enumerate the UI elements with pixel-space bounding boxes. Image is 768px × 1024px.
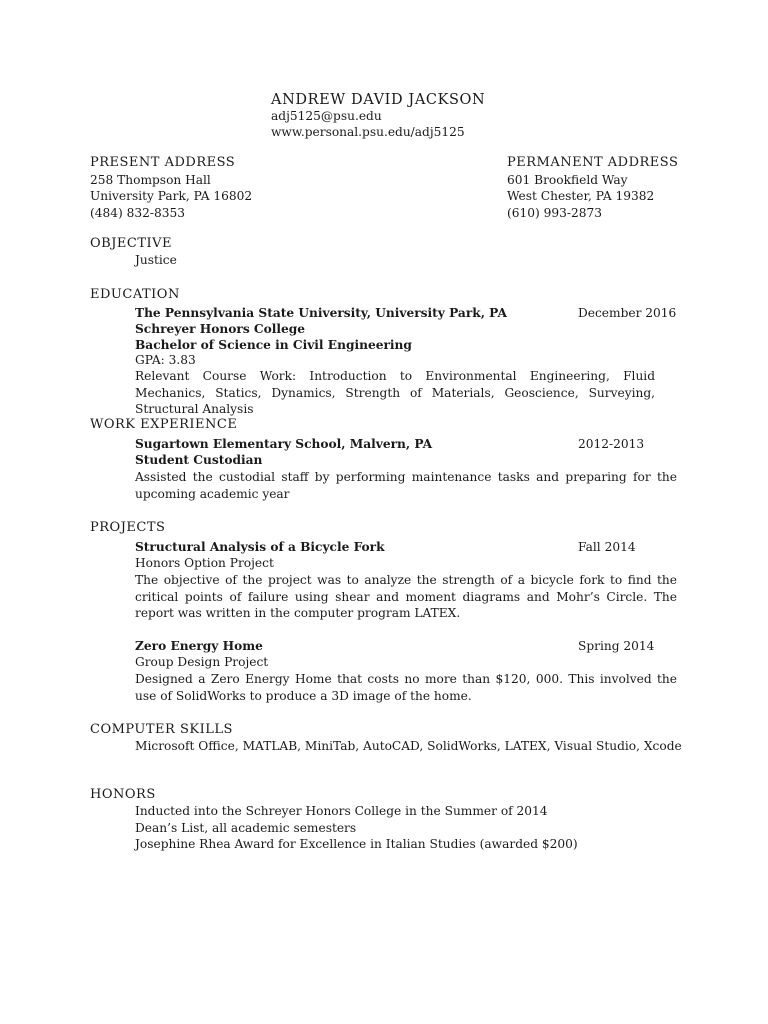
education-date: December 2016 [578, 306, 677, 320]
skills-heading: COMPUTER SKILLS [90, 722, 233, 737]
skills-text: Microsoft Office, MATLAB, MiniTab, AutoCAD, SolidWorks, LATEX, Visual Studio, Xcode [135, 739, 682, 753]
work-description: Assisted the custodial staff by performing maintenance tasks and preparing for the upcoming academic year [135, 470, 677, 501]
objective-text: Justice [135, 253, 177, 267]
education-college: Schreyer Honors College [135, 322, 306, 336]
work-date: 2012-2013 [578, 437, 645, 451]
list-item: Dean’s List, all academic semesters [135, 820, 357, 835]
present-address [90, 155, 252, 221]
projects-heading: PROJECTS [90, 520, 166, 535]
project-date: Fall 2014 [578, 540, 636, 554]
project-date: Spring 2014 [578, 639, 655, 653]
resume-name: ANDREW DAVID JACKSON [271, 92, 486, 108]
permanent-address-phone: (610) 993-2873 [507, 205, 603, 220]
list-item: Inducted into the Schreyer Honors College in the Summer of 2014 [135, 804, 548, 818]
permanent-address-line1: 601 Brookfield Way [507, 172, 628, 187]
education-school: The Pennsylvania State University, University Park, PA [135, 306, 507, 320]
project-subtitle: Honors Option Project [135, 556, 274, 570]
project-title: Zero Energy Home [135, 639, 263, 653]
project-description: The objective of the project was to analyze the strength of a bicycle fork to find the critical points of failure using shear and moment diagrams and Mohr’s Circle. The report was written in the computer program LATEX. [135, 573, 677, 620]
permanent-address-line2: West Chester, PA 19382 [507, 189, 655, 203]
present-address-phone: (484) 832-8353 [90, 205, 186, 220]
website: www.personal.psu.edu/adj5125 [271, 125, 465, 139]
education-gpa: GPA: 3.83 [135, 353, 196, 367]
education-coursework: Relevant Course Work: Introduction to Environmental Engineering, Fluid Mechanics, Statics, Dynamics, Strength of Materials, Geoscience, Surveying, Structural Analysis [135, 369, 655, 416]
list-item: Josephine Rhea Award for Excellence in Italian Studies (awarded $200) [135, 837, 578, 851]
permanent-address [507, 155, 678, 221]
work-title: Student Custodian [135, 453, 263, 467]
permanent-address-heading: PERMANENT ADDRESS [507, 155, 679, 170]
present-address-line2: University Park, PA 16802 [90, 189, 253, 203]
project-subtitle: Group Design Project [135, 655, 269, 669]
project-title: Structural Analysis of a Bicycle Fork [135, 540, 385, 554]
work-heading: WORK EXPERIENCE [90, 417, 238, 432]
education-heading: EDUCATION [90, 287, 180, 302]
present-address-line1: 258 Thompson Hall [90, 172, 211, 187]
work-employer: Sugartown Elementary School, Malvern, PA [135, 437, 433, 451]
present-address-heading: PRESENT ADDRESS [90, 155, 236, 170]
education-degree: Bachelor of Science in Civil Engineering [135, 338, 412, 352]
honors-heading: HONORS [90, 787, 156, 802]
honors-list [135, 803, 578, 853]
objective-heading: OBJECTIVE [90, 236, 173, 251]
email: adj5125@psu.edu [271, 109, 382, 123]
project-description: Designed a Zero Energy Home that costs no more than $120, 000. This involved the use of SolidWorks to produce a 3D image of the home. [135, 672, 677, 703]
